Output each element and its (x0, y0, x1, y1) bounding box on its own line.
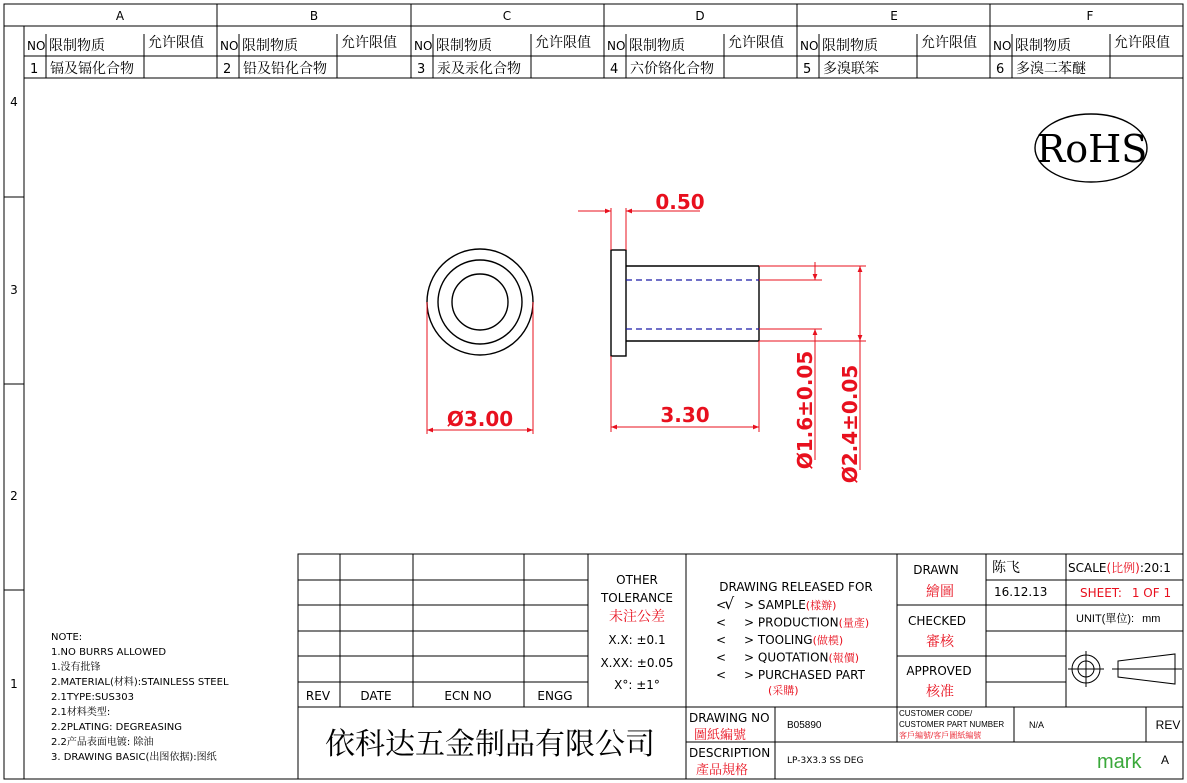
substance-no-3: 3 (417, 62, 426, 77)
substance-header-name-6: 限制物质 (1015, 38, 1071, 54)
zone-col-f: F (1086, 9, 1094, 23)
ecn-no-header: ECN NO (444, 689, 492, 703)
tolerance-block (600, 573, 674, 692)
dim-shank-diameter: Ø2.4±0.05 (838, 364, 862, 484)
substance-header-no-6: NO (993, 39, 1012, 53)
approved-label-cn: 核准 (926, 684, 954, 700)
substance-header-limit-6: 允许限值 (1114, 35, 1170, 51)
description-row (689, 746, 863, 778)
release-title: DRAWING RELEASED FOR (719, 580, 873, 594)
note-line-6: 2.1材料类型: (51, 707, 111, 718)
release-marker-1: < (716, 598, 727, 612)
restricted-substance-table (24, 26, 1183, 78)
zone-col-a: A (115, 9, 125, 23)
substance-name-1: 镉及镉化合物 (50, 61, 134, 77)
checked-label-cn: 審核 (926, 634, 954, 650)
description-label-cn: 產品規格 (696, 763, 749, 778)
note-line-5: 2.1TYPE:SUS303 (51, 692, 134, 703)
drawing-no-label: DRAWING NO (689, 711, 770, 725)
dimension-text (447, 190, 862, 483)
customer-value: N/A (1029, 720, 1045, 730)
substance-no-5: 5 (803, 62, 812, 77)
scale-field: SCALE(比例):20:1 (1068, 561, 1171, 575)
drawing-no-label-cn: 圖紙編號 (694, 728, 747, 743)
zone-col-b: B (309, 9, 319, 23)
rev-box-label: REV (1155, 718, 1181, 732)
description-label: DESCRIPTION (689, 746, 771, 760)
note-line-4: 2.MATERIAL(材料):STAINLESS STEEL (51, 677, 229, 688)
substance-no-2: 2 (223, 62, 232, 77)
approved-label: APPROVED (906, 664, 972, 678)
release-marker-2: < (716, 615, 727, 630)
note-line-8: 2.2产品表面电镀: 除油 (51, 737, 154, 748)
third-angle-projection-icon (1068, 651, 1182, 687)
zone-row-labels (10, 95, 18, 691)
release-option-4: > QUOTATION(報價) (744, 650, 860, 665)
date-header: DATE (360, 689, 392, 703)
substance-header-name-4: 限制物质 (629, 38, 685, 54)
rohs-label: RoHS (1036, 127, 1148, 171)
substance-header-name-2: 限制物质 (242, 38, 298, 54)
release-option-3: > TOOLING(做模) (744, 633, 844, 647)
dim-inner-diameter: Ø1.6±0.05 (793, 350, 817, 470)
signoff-block (906, 560, 1047, 700)
notes (51, 632, 229, 763)
rohs-mark (1035, 114, 1147, 182)
zone-col-d: D (695, 9, 705, 23)
drawn-date: 16.12.13 (994, 585, 1048, 599)
rev-header: REV (305, 689, 331, 703)
release-option-2: > PRODUCTION(量產) (744, 615, 870, 630)
substance-name-4: 六价铬化合物 (630, 61, 714, 77)
substance-name-5: 多溴联笨 (823, 61, 879, 77)
drawn-by-name: 陈飞 (992, 560, 1020, 576)
engg-header: ENGG (537, 689, 573, 703)
substance-header-limit-5: 允许限值 (921, 35, 977, 51)
customer-label-cn: 客戶編號/客戶圖紙編號 (899, 731, 982, 740)
rev-box-value: A (1160, 753, 1170, 767)
note-line-3: 1.没有批锋 (51, 662, 101, 673)
zone-col-e: E (890, 9, 898, 23)
drawing-no-value: B05890 (787, 720, 822, 731)
tolerance-line-1: X.X: ±0.1 (608, 633, 666, 647)
substance-header-limit-1: 允许限值 (148, 35, 204, 51)
sheet-border (4, 4, 1183, 779)
release-block (716, 580, 873, 697)
scale-sheet-unit (1068, 560, 1171, 625)
substance-name-3: 汞及汞化合物 (437, 61, 521, 77)
hidden-bore-lines (626, 280, 759, 329)
note-line-2: 1.NO BURRS ALLOWED (51, 647, 167, 658)
substance-header-limit-3: 允许限值 (535, 35, 591, 51)
tolerance-title-2: TOLERANCE (600, 591, 674, 605)
substance-header-no-3: NO (414, 39, 433, 53)
drawn-label: DRAWN (913, 563, 959, 577)
substance-header-no-4: NO (607, 39, 626, 53)
tolerance-title-1: OTHER (616, 573, 658, 587)
substance-no-1: 1 (30, 62, 39, 77)
sheet-field: SHEET: 1 OF 1 (1080, 586, 1172, 600)
checked-label: CHECKED (907, 614, 967, 628)
dim-length: 3.30 (660, 403, 710, 427)
note-line-7: 2.2PLATING: DEGREASING (51, 722, 183, 733)
tolerance-title-cn: 未注公差 (609, 609, 665, 625)
zone-row-3: 3 (10, 283, 18, 297)
zone-row-1: 1 (10, 677, 18, 691)
tolerance-line-2: X.XX: ±0.05 (600, 656, 674, 670)
zone-row-4: 4 (10, 95, 18, 109)
note-line-1: NOTE: (51, 632, 83, 643)
watermark: mark (1097, 751, 1142, 773)
customer-label-2: CUSTOMER PART NUMBER (899, 720, 1005, 729)
unit-field: UNIT(單位): mm (1076, 613, 1161, 625)
substance-name-6: 多溴二苯醚 (1016, 61, 1086, 77)
note-line-9: 3. DRAWING BASIC(出图依据):图纸 (51, 752, 217, 763)
release-marker-5: < (716, 668, 727, 682)
dim-outer-diameter: Ø3.00 (446, 407, 514, 431)
side-view (611, 250, 759, 356)
substance-no-4: 4 (610, 62, 619, 77)
tolerance-line-3: X°: ±1° (614, 678, 660, 692)
substance-header-no-2: NO (220, 39, 239, 53)
substance-header-no-5: NO (800, 39, 819, 53)
substance-header-limit-2: 允许限值 (341, 35, 397, 51)
release-marker-3: < (716, 633, 727, 647)
release-option-1: > SAMPLE(樣辦) (744, 598, 837, 612)
zone-column-labels (116, 9, 1094, 23)
substance-header-name-3: 限制物质 (436, 38, 492, 54)
release-option-5: > PURCHASED PART (采購) (744, 668, 865, 697)
substance-header-no-1: NO (27, 39, 46, 53)
substance-header-name-5: 限制物质 (822, 38, 878, 54)
substance-no-6: 6 (996, 62, 1005, 77)
dim-flange-thickness: 0.50 (655, 190, 705, 214)
front-view (427, 249, 533, 355)
release-marker-4: < (716, 650, 727, 665)
customer-label-1: CUSTOMER CODE/ (899, 709, 973, 718)
substance-header-limit-4: 允许限值 (728, 35, 784, 51)
zone-row-2: 2 (10, 489, 18, 503)
company-name: 依科达五金制品有限公司 (325, 727, 655, 762)
drawn-label-cn: 繪圖 (926, 584, 954, 600)
substance-header-name-1: 限制物质 (49, 38, 105, 54)
sample-check-mark: √ (724, 594, 735, 613)
substance-name-2: 铅及铅化合物 (243, 61, 327, 77)
description-value: LP-3X3.3 SS DEG (787, 756, 864, 766)
zone-col-c: C (502, 9, 512, 23)
